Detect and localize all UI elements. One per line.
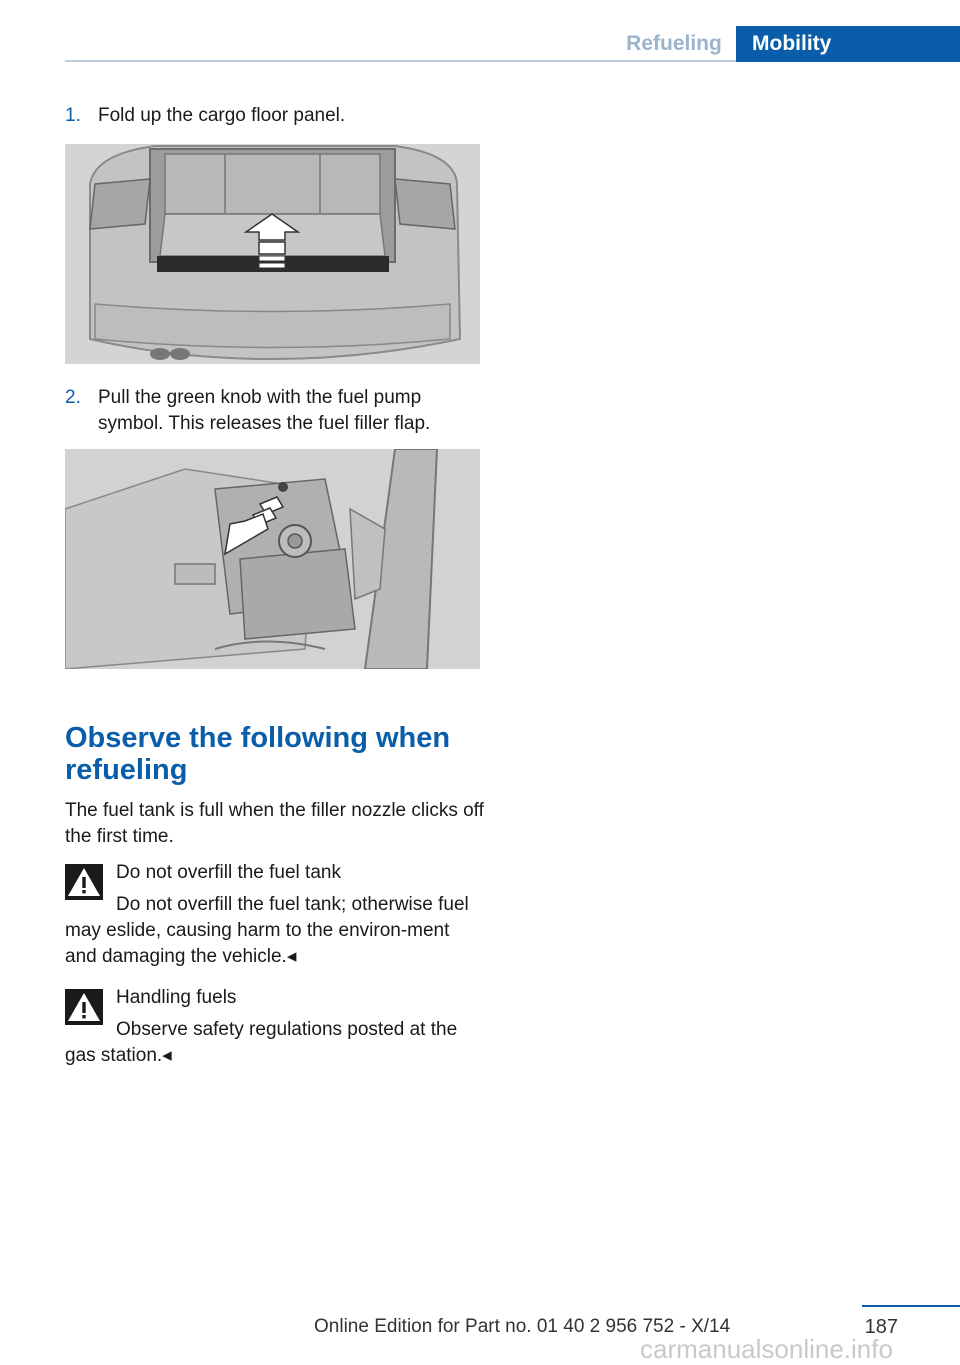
step-2 xyxy=(65,385,485,437)
step-text: Pull the green knob with the fuel pump symbol. This releases the fuel filler flap. xyxy=(98,387,431,434)
warning-triangle-icon xyxy=(65,989,103,1025)
warning-title: Do not overfill the fuel tank xyxy=(116,862,341,883)
warning-body: Do not overfill the fuel tank; otherwise fuel may eslide, causing harm to the environ-ment and damaging the vehicle.◂ xyxy=(65,894,469,967)
edition-note: Online Edition for Part no. 01 40 2 956 752 - X/14 xyxy=(314,1316,731,1337)
page-number: 187 xyxy=(864,1316,898,1338)
warning-fuel-handling xyxy=(65,985,480,1069)
warning-title: Handling fuels xyxy=(116,987,237,1008)
warning-triangle-icon xyxy=(65,864,103,900)
step-number: 1. xyxy=(65,105,81,126)
fuel-release-knob-illustration xyxy=(65,449,480,669)
step-text: Fold up the cargo floor panel. xyxy=(98,105,346,126)
step-1 xyxy=(65,103,485,129)
section-tab-refueling[interactable]: Refueling xyxy=(626,32,722,55)
warning-body: Observe safety regulations posted at the gas station.◂ xyxy=(65,1019,458,1066)
footer-rule xyxy=(862,1305,960,1307)
intro-paragraph: The fuel tank is full when the filler nozzle clicks off the first time. xyxy=(65,800,484,847)
section-heading: Observe the following when refueling xyxy=(65,722,451,786)
cargo-floor-illustration xyxy=(65,144,480,364)
warning-overfill xyxy=(65,860,480,970)
watermark: carmanualsonline.info xyxy=(640,1334,893,1364)
step-number: 2. xyxy=(65,387,81,408)
chapter-tab-mobility[interactable]: Mobility xyxy=(736,26,960,62)
